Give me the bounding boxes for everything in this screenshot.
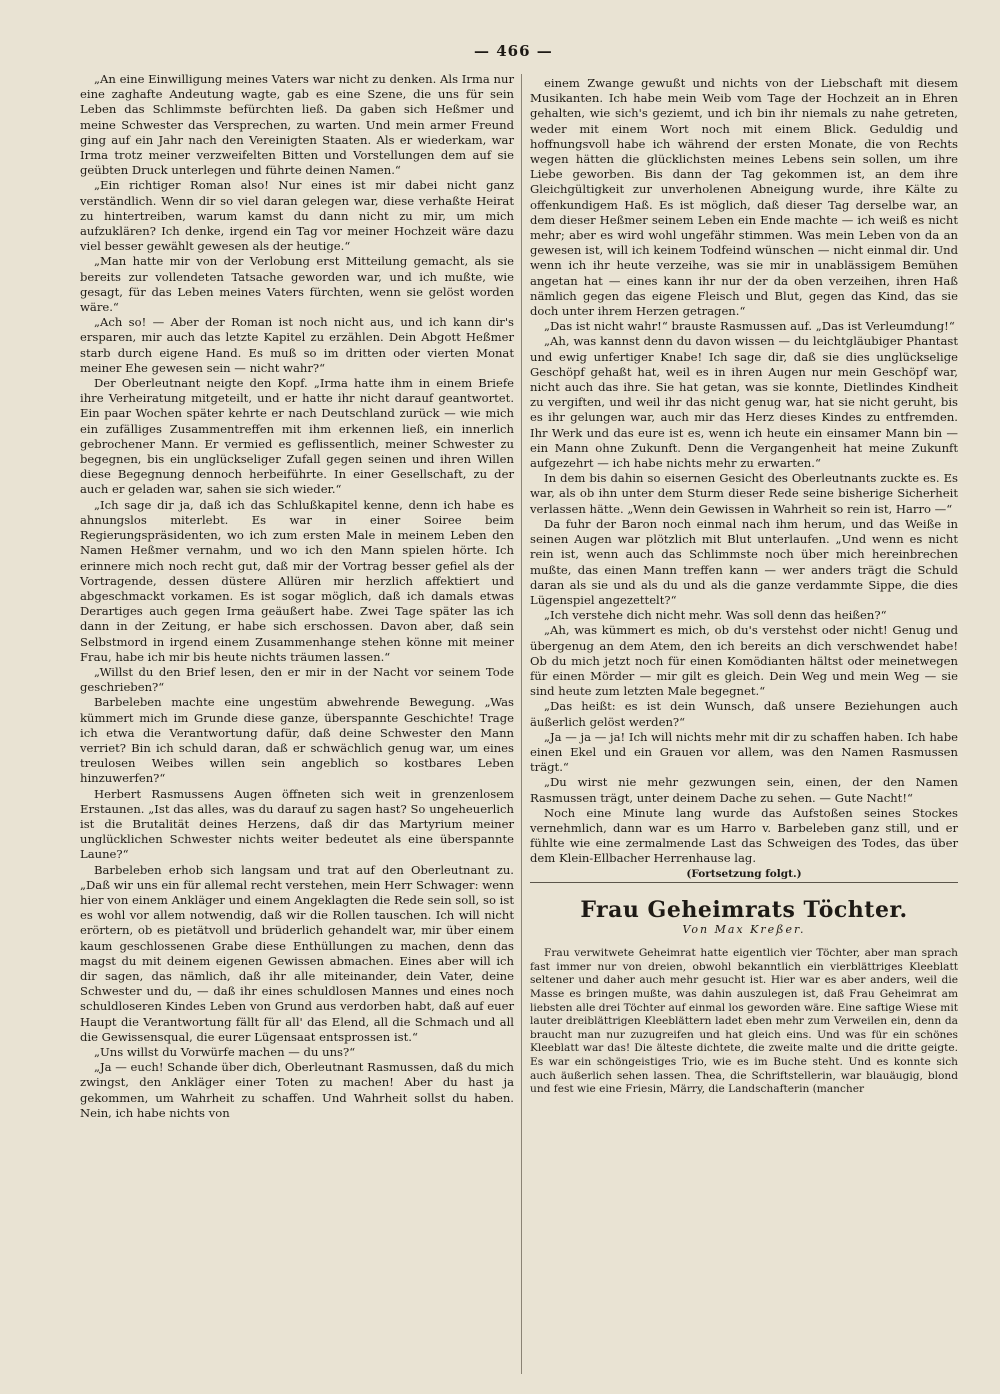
story-body	[530, 947, 958, 1097]
paragraph: Herbert Rasmussens Augen öffneten sich weit in grenzenlosem Erstaunen. „Ist das alles, was du darauf zu sagen hast? So ungeheuerlich ist die Brutalität deines Herzens, daß dir das Martyrium meiner unglücklichen Schwester nichts weiter bedeutet als eine überspannte Laune?“	[80, 786, 514, 862]
column-divider	[521, 74, 522, 1374]
paragraph: „Ah, was kümmert es mich, ob du's verstehst oder nicht! Genug und übergenug an dem Atem, den ich bereits an dich verschwendet habe! Ob du mich jetzt noch für einen Komödianten hältst oder meinetwegen für einen Mörder — mir gilt es gleich. Dein Weg und mein Weg — sie sind heute zum letzten Male begegnet.“	[530, 623, 958, 699]
paragraph: „Du wirst nie mehr gezwungen sein, einen, der den Namen Rasmussen trägt, unter deinem Dache zu sehen. — Gute Nacht!“	[530, 775, 958, 805]
paragraph: Barbeleben erhob sich langsam und trat auf den Oberleutnant zu. „Daß wir uns ein für allemal recht verstehen, mein Herr Schwager: wenn hier von einem Ankläger und einem Angeklagten die Rede sein soll, so ist es wohl vor allem notwendig, daß wir die Rollen tauschen. Ich will nicht erörtern, ob es pietätvoll und brüderlich gehandelt war, mir über einem kaum geschlossenen Grabe diese Enthüllungen zu machen, denn das magst du mit deinem eigenen Gewissen abmachen. Eines aber will ich dir sagen, das nämlich, daß ihr alle miteinander, dein Vater, deine Schwester und du, — daß ihr eines schuldlosen Mannes und eines noch schuldloseren Kindes Leben von Grund aus verdorben habt, daß auf euer Haupt die Verantwortung fällt für all' das Elend, all die Schmach und all die Gewissensqual, die eurer Lügensaat entsprossen ist.“	[80, 862, 514, 1044]
story-title: Frau Geheimrats Töchter.	[580, 896, 908, 923]
paragraph: Noch eine Minute lang wurde das Aufstoßen seines Stockes vernehmlich, dann war es um Harro v. Barbeleben ganz still, und er fühlte wie eine zermalmende Last das Schweigen des Todes, das über dem Klein-Ellbacher Herrenhause lag.	[530, 805, 958, 866]
paragraph: „Man hatte mir von der Verlobung erst Mitteilung gemacht, als sie bereits zur vollendeten Tatsache geworden war, und ich mußte, wie gesagt, für das Leben meines Vaters fürchten, wenn sie gelöst worden wäre.“	[80, 254, 514, 315]
paragraph: „Ja — euch! Schande über dich, Oberleutnant Rasmussen, daß du mich zwingst, den Ankläger einer Toten zu machen! Aber du hast ja gekommen, um Wahrheit zu schaffen. Und Wahrheit sollst du haben. Nein, ich habe nichts von	[80, 1060, 514, 1120]
paragraph: „Ich verstehe dich nicht mehr. Was soll denn das heißen?“	[544, 608, 887, 623]
paragraph: „Das ist nicht wahr!“ brauste Rasmussen auf. „Das ist Verleumdung!“	[544, 319, 955, 334]
page-number: — 466 —	[474, 42, 553, 60]
paragraph: „Uns willst du Vorwürfe machen — du uns?“	[94, 1045, 356, 1059]
continuation-note: (Fortsetzung folgt.)	[686, 867, 802, 880]
paragraph: „Willst du den Brief lesen, den er mir in der Nacht vor seinem Tode geschrieben?“	[80, 664, 514, 695]
left-column	[80, 72, 514, 1121]
paragraph: Frau verwitwete Geheimrat hatte eigentlich vier Töchter, aber man sprach fast immer nur von dreien, obwohl bekanntlich ein vierblättriges Kleeblatt seltener und daher auch mehr gesucht ist. Hier war es aber anders, weil die Masse es bringen mußte, was dahin auszulegen ist, daß Frau Geheimrat am liebsten alle drei Töchter auf einmal los geworden wäre. Eine saftige Wiese mit lauter dreiblättrigen Kleeblättern ladet eben mehr zum Verweilen ein, denn da braucht man nur zuzugreifen und hat gleich eins. Und was für ein schönes Kleeblatt war das! Die älteste dichtete, die zweite malte und die dritte geigte. Es war ein schöngeistiges Trio, wie es im Buche steht. Und es konnte sich auch äußerlich sehen lassen. Thea, die Schriftstellerin, war blauäugig, blond und fest wie eine Friesin, Märry, die Landschafterin (mancher	[530, 947, 958, 1096]
paragraph: „Ich sage dir ja, daß ich das Schlußkapitel kenne, denn ich habe es ahnungslos miterlebt. Es war in einer Soiree beim Regierungspräsidenten, wo ich zum ersten Male in meinem Leben den Namen Heßmer vernahm, und wo ich den Mann spielen hörte. Ich erinnere mich noch recht gut, daß mir der Vortrag besser gefiel als der Vortragende, dessen düstere Allüren mir herzlich affektiert und abgeschmackt vorkamen. Es ist sogar möglich, daß ich damals etwas Derartiges auch gegen Irma geäußert habe. Zwei Tage später las ich dann in der Zeitung, er habe sich erschossen. Davon aber, daß sein Selbstmord in irgend einem Zusammenhange stehen könne mit meiner Frau, habe ich mir bis heute nichts träumen lassen.“	[80, 497, 514, 664]
paragraph: In dem bis dahin so eisernen Gesicht des Oberleutnants zuckte es. Es war, als ob ihn unter dem Sturm dieser Rede seine bisherige Sicherheit verlassen hätte. „Wenn dein Gewissen in Wahrheit so rein ist, Harro —“	[530, 471, 958, 516]
paragraph: „Ach so! — Aber der Roman ist noch nicht aus, und ich kann dir's ersparen, mir auch das letzte Kapitel zu erzählen. Dein Abgott Heßmer starb durch eigene Hand. Es muß so im dritten oder vierten Monat meiner Ehe gewesen sein — nicht wahr?“	[80, 315, 514, 375]
section-rule	[530, 882, 958, 883]
right-column	[530, 76, 958, 1097]
paragraph: „Ein richtiger Roman also! Nur eines ist mir dabei nicht ganz verständlich. Wenn dir so viel daran gelegen war, diese verhaßte Heirat zu hintertreiben, warum kamst du dann nicht zu mir, um mich aufzuklären? Ich denke, irgend ein Tag vor meiner Hochzeit wäre dazu viel besser gewählt gewesen als der heutige.“	[80, 178, 514, 254]
paragraph: Der Oberleutnant neigte den Kopf. „Irma hatte ihm in einem Briefe ihre Verheiratung mitgeteilt, und er hatte ihr nicht darauf geantwortet. Ein paar Wochen später kehrte er nach Deutschland zurück — wie mich ein zufälliges Zusammentreffen mit ihm erkennen ließ, ein innerlich gebrochener Mann. Er vermied es geflissentlich, meiner Schwester zu begegnen, bis ein unglückseliger Zufall gegen seinen und ihren Willen diese Begegnung dennoch herbeiführte. In einer Gesellschaft, zu der auch er geladen war, sahen sie sich wieder.“	[80, 376, 514, 497]
paragraph: einem Zwange gewußt und nichts von der Liebschaft mit diesem Musikanten. Ich habe mein Weib vom Tage der Hochzeit an in Ehren gehalten, wie sich's geziemt, und ich bin ihr niemals zu nahe getreten, weder mit einem Wort noch mit einem Blick. Geduldig und hoffnungsvoll habe ich während der ersten Monate, die von Rechts wegen hätten die glücklichsten meines Lebens sein sollen, um ihre Liebe geworben. Bis dann der Tag gekommen ist, an dem ihre Gleichgültigkeit zur unverholenen Abneigung wurde, ihre Kälte zu offenkundigem Haß. Es ist möglich, daß dieser Tag derselbe war, an dem dieser Heßmer seinem Leben ein Ende machte — ich weiß es nicht mehr; aber es wird wohl ungefähr stimmen. Was mein Leben von da an gewesen ist, will ich keinem Todfeind wünschen — nicht einmal dir. Und wenn ich ihr heute verzeihe, was sie mir in unablässigem Bemühen angetan hat — eines kann ihr nur der da oben verzeihen, ihren Haß nämlich gegen das eigene Fleisch und Blut, gegen das Kind, das sie doch unter ihrem Herzen getragen.“	[530, 76, 958, 319]
paragraph: „Das heißt: es ist dein Wunsch, daß unsere Beziehungen auch äußerlich gelöst werden?“	[530, 699, 958, 729]
story-byline: Von Max Kreßer.	[682, 922, 806, 936]
paragraph: „Ah, was kannst denn du davon wissen — du leichtgläubiger Phantast und ewig unfertiger Knabe! Ich sage dir, daß sie dies unglückselige Geschöpf gehaßt hat, weil es in ihren Augen nur mein Geschöpf war, nicht auch das ihre. Sie hat getan, was sie konnte, Dietlindes Kindheit zu vergiften, und weil ihr das nicht genug war, hat sie nicht geruht, bis es ihr gelungen war, auch mir das Herz dieses Kindes zu entfremden. Ihr Werk und das eure ist es, wenn ich heute ein einsamer Mann bin — ein Mann ohne Zukunft. Denn die Vergangenheit hat meine Zukunft aufgezehrt — ich habe nichts mehr zu erwarten.“	[530, 334, 958, 471]
paragraph: „An eine Einwilligung meines Vaters war nicht zu denken. Als Irma nur eine zaghafte Andeutung wagte, gab es eine Szene, die uns für sein Leben das Schlimmste befürchten ließ. Da gaben sich Heßmer und meine Schwester das Versprechen, zu warten. Und mein armer Freund ging auf ein Jahr nach den Vereinigten Staaten. Als er wiederkam, war Irma trotz meiner verzweifelten Bitten und Vorstellungen dem auf sie geübten Druck unterlegen und führte deinen Namen.“	[80, 72, 514, 178]
paragraph: Barbeleben machte eine ungestüm abwehrende Bewegung. „Was kümmert mich im Grunde diese ganze, überspannte Geschichte! Trage ich etwa die Verantwortung dafür, daß deine Schwester den Mann verriet? Bin ich schuld daran, daß er schwächlich genug war, um eines treulosen Weibes willen sein angeblich so kostbares Leben hinzuwerfen?“	[80, 695, 514, 786]
paragraph: Da fuhr der Baron noch einmal nach ihm herum, und das Weiße in seinen Augen war plötzlich mit Blut unterlaufen. „Und wenn es nicht rein ist, wenn auch das Schlimmste noch über mich hereinbrechen mußte, das einen Mann treffen kann — wer anders trägt die Schuld daran als sie und als du und als die ganze verdammte Sippe, die dies Lügenspiel angezettelt?“	[530, 516, 958, 607]
paragraph: „Ja — ja — ja! Ich will nichts mehr mit dir zu schaffen haben. Ich habe einen Ekel und ein Grauen vor allem, was den Namen Rasmussen trägt.“	[530, 729, 958, 775]
